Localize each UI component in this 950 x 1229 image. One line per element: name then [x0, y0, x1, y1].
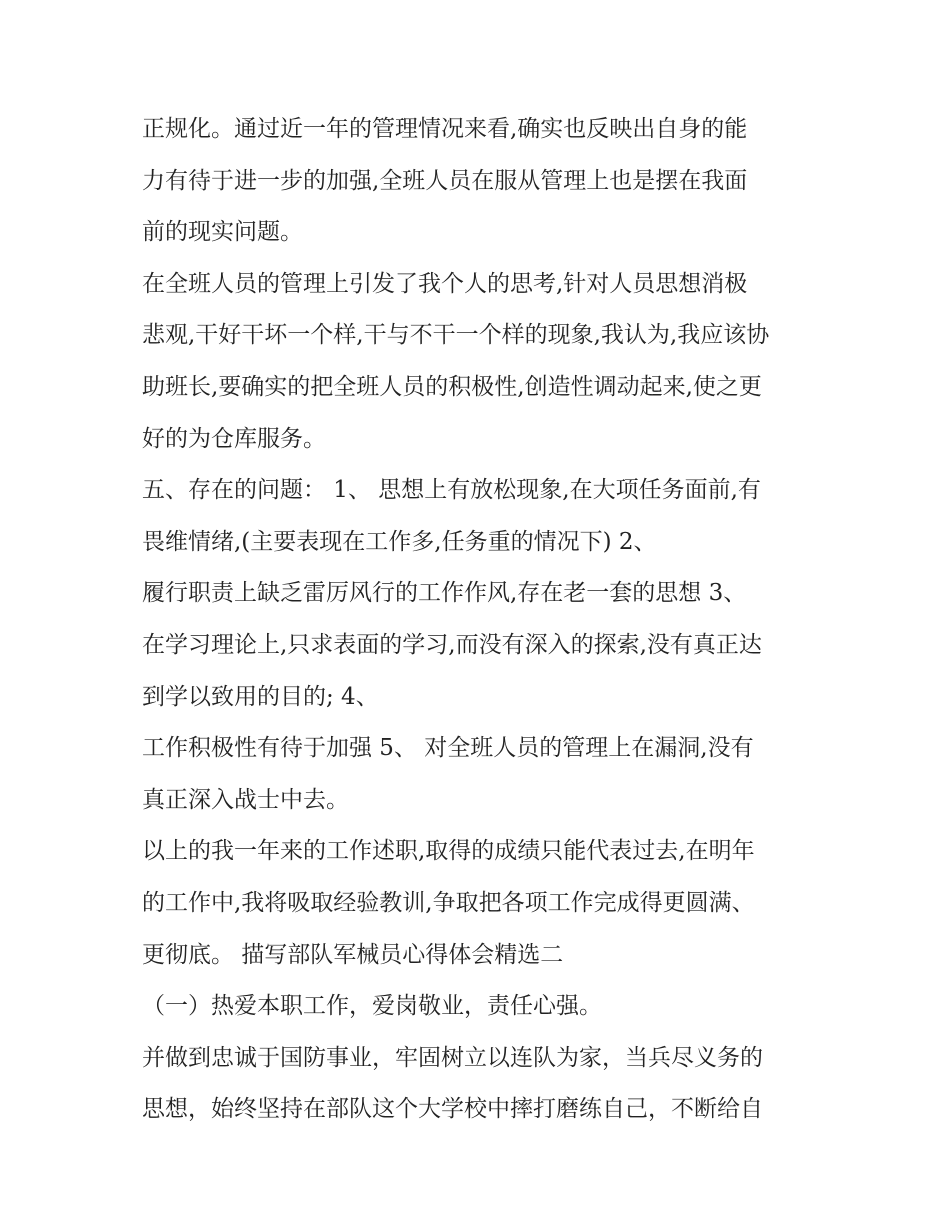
text-line: 悲观,干好干坏一个样,干与不干一个样的现象,我认为,我应该协: [142, 322, 770, 349]
text-line: 工作积极性有待于加强 5、 对全班人员的管理上在漏洞,没有: [142, 735, 754, 762]
text-line: 正规化。通过近一年的管理情况来看,确实也反映出自身的能: [142, 116, 748, 142]
text-line: 并做到忠诚于国防事业，牢固树立以连队为家，当兵尽义务的: [142, 1044, 763, 1071]
text-line: 力有待于进一步的加强,全班人员在服从管理上也是摆在我面: [142, 167, 748, 194]
text-line: 真正深入战士中去。: [142, 786, 349, 813]
text-line: 思想，始终坚持在部队这个大学校中摔打磨练自己，不断给自: [142, 1096, 763, 1123]
body-text: [142, 104, 832, 1136]
text-line: 以上的我一年来的工作述职,取得的成绩只能代表过去,在明年: [142, 838, 755, 865]
text-line: （一）热爱本职工作，爱岗敬业，责任心强。: [142, 993, 602, 1020]
text-line: 更彻底。 描写部队军械员心得体会精选二: [142, 941, 564, 968]
text-line: 助班长,要确实的把全班人员的积极性,创造性调动起来,使之更: [142, 373, 762, 400]
text-line: 好的为仓库服务。: [142, 425, 326, 452]
text-line: 履行职责上缺乏雷厉风行的工作作风,存在老一套的思想 3、: [142, 580, 747, 607]
text-line: 前的现实问题。: [142, 219, 303, 246]
text-line: 在学习理论上,只求表面的学习,而没有深入的探索,没有真正达: [142, 631, 762, 658]
text-line: 到学以致用的目的; 4、: [142, 683, 379, 710]
text-line: 的工作中,我将吸取经验教训,争取把各项工作完成得更圆满、: [142, 889, 755, 916]
text-line: 畏维情绪,(主要表现在工作多,任务重的情况下) 2、: [142, 528, 657, 555]
text-line: 五、存在的问题： 1、 思想上有放松现象,在大项任务面前,有: [142, 477, 761, 504]
text-line: 在全班人员的管理上引发了我个人的思考,针对人员思想消极: [142, 270, 748, 297]
